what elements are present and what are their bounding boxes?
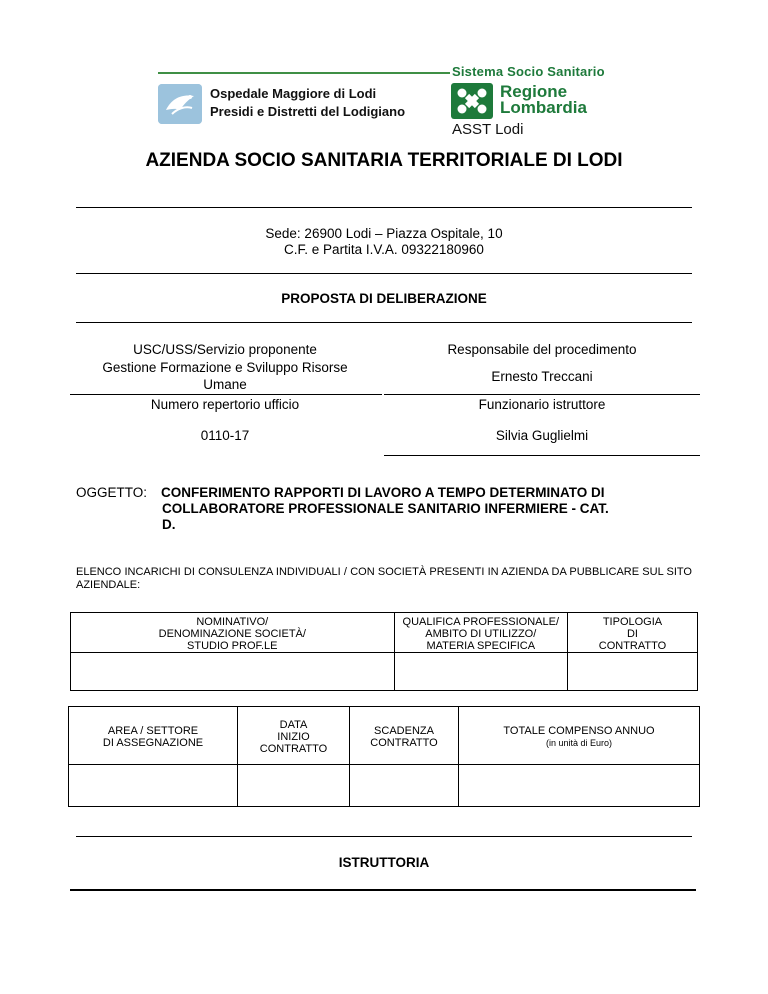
regione-lombardia-logo-icon — [451, 83, 493, 119]
consulenze-table — [70, 612, 698, 691]
table-header-row — [69, 707, 700, 765]
hospital-subtitle: Presidi e Distretti del Lodigiano — [210, 104, 406, 119]
table-cell — [459, 765, 700, 807]
divider — [76, 273, 692, 274]
proponente-label: USC/USS/Servizio proponente — [133, 342, 317, 357]
header-text: MATERIA SPECIFICA — [426, 640, 536, 652]
address-line2: C.F. e Partita I.V.A. 09322180960 — [284, 242, 484, 257]
header-text: STUDIO PROF.LE — [187, 640, 278, 652]
header-text: QUALIFICA PROFESSIONALE/ — [402, 616, 560, 628]
header-text: NOMINATIVO/ — [196, 616, 269, 628]
address-line1: Sede: 26900 Lodi – Piazza Ospitale, 10 — [265, 226, 503, 241]
table-row — [69, 765, 700, 807]
asst-label: ASST Lodi — [452, 121, 524, 138]
agency-title: AZIENDA SOCIO SANITARIA TERRITORIALE DI LODI — [145, 150, 623, 171]
header-text: TOTALE COMPENSO ANNUO — [503, 725, 655, 737]
table-header-row — [71, 613, 698, 653]
header-rule — [158, 72, 450, 74]
header-text: DI ASSEGNAZIONE — [102, 737, 204, 749]
oggetto-line1: CONFERIMENTO RAPPORTI DI LAVORO A TEMPO DETERMINATO DI — [161, 485, 605, 500]
header-text: CONTRATTO — [598, 640, 667, 652]
right-bottom-divider — [384, 455, 700, 456]
table-cell — [69, 765, 238, 807]
header-text: CONTRATTO — [259, 743, 328, 755]
istruttore-value: Silvia Guglielmi — [495, 428, 589, 443]
header-compenso — [459, 707, 700, 765]
oggetto-label: OGGETTO: — [76, 485, 148, 500]
right-divider — [384, 394, 700, 395]
istruttore-label: Funzionario istruttore — [478, 397, 606, 412]
header-text: AREA / SETTORE — [107, 725, 199, 737]
header-text: CONTRATTO — [370, 737, 438, 749]
table-cell — [238, 765, 350, 807]
hospital-logo-icon — [158, 84, 202, 124]
repertorio-label: Numero repertorio ufficio — [150, 397, 300, 412]
hospital-name: Ospedale Maggiore di Lodi — [210, 86, 377, 101]
table-cell — [394, 653, 567, 691]
header-data-inizio — [238, 707, 350, 765]
bottom-rule — [70, 889, 696, 891]
system-label: Sistema Socio Sanitario — [452, 64, 605, 79]
proponente-value-line2: Umane — [203, 377, 247, 392]
oggetto-line3: D. — [162, 517, 176, 532]
elenco-text: ELENCO INCARICHI DI CONSULENZA INDIVIDUALI / CON SOCIETÀ PRESENTI IN AZIENDA DA PUBBLICARE SUL SITO AZIENDALE: — [76, 566, 692, 591]
oggetto-line2: COLLABORATORE PROFESSIONALE SANITARIO INFERMIERE - CAT. — [162, 501, 609, 516]
responsabile-value: Ernesto Treccani — [491, 369, 593, 384]
left-divider — [70, 394, 382, 395]
region-name-line1: Regione — [500, 82, 568, 101]
header-qualifica — [394, 613, 567, 653]
divider — [76, 207, 692, 208]
header-area — [69, 707, 238, 765]
header-scadenza — [350, 707, 459, 765]
repertorio-value: 0110-17 — [200, 428, 250, 443]
compenso-note: (in unità di Euro) — [545, 738, 613, 748]
table-cell — [567, 653, 697, 691]
header-tipologia — [567, 613, 697, 653]
header-nominativo — [71, 613, 395, 653]
proponente-value-line1: Gestione Formazione e Sviluppo Risorse — [102, 360, 348, 375]
table-row — [71, 653, 698, 691]
doc-type-title: PROPOSTA DI DELIBERAZIONE — [281, 291, 487, 306]
divider — [76, 322, 692, 323]
contratto-table — [68, 706, 700, 807]
header-text: AMBITO DI UTILIZZO/ — [425, 628, 537, 640]
header-text: DATA — [279, 719, 308, 731]
header-text: DENOMINAZIONE SOCIETÀ/ — [158, 628, 306, 640]
table-cell — [71, 653, 395, 691]
header-text: INIZIO — [277, 731, 310, 743]
header-text: TIPOLOGIA — [602, 616, 663, 628]
oggetto-text — [161, 485, 721, 533]
header-text: DI — [626, 628, 638, 640]
region-name-line2: Lombardia — [500, 98, 587, 117]
istruttoria-heading: ISTRUTTORIA — [338, 855, 430, 870]
responsabile-label: Responsabile del procedimento — [447, 342, 637, 357]
header-text: SCADENZA — [374, 725, 434, 737]
table-cell — [350, 765, 459, 807]
divider — [76, 836, 692, 837]
